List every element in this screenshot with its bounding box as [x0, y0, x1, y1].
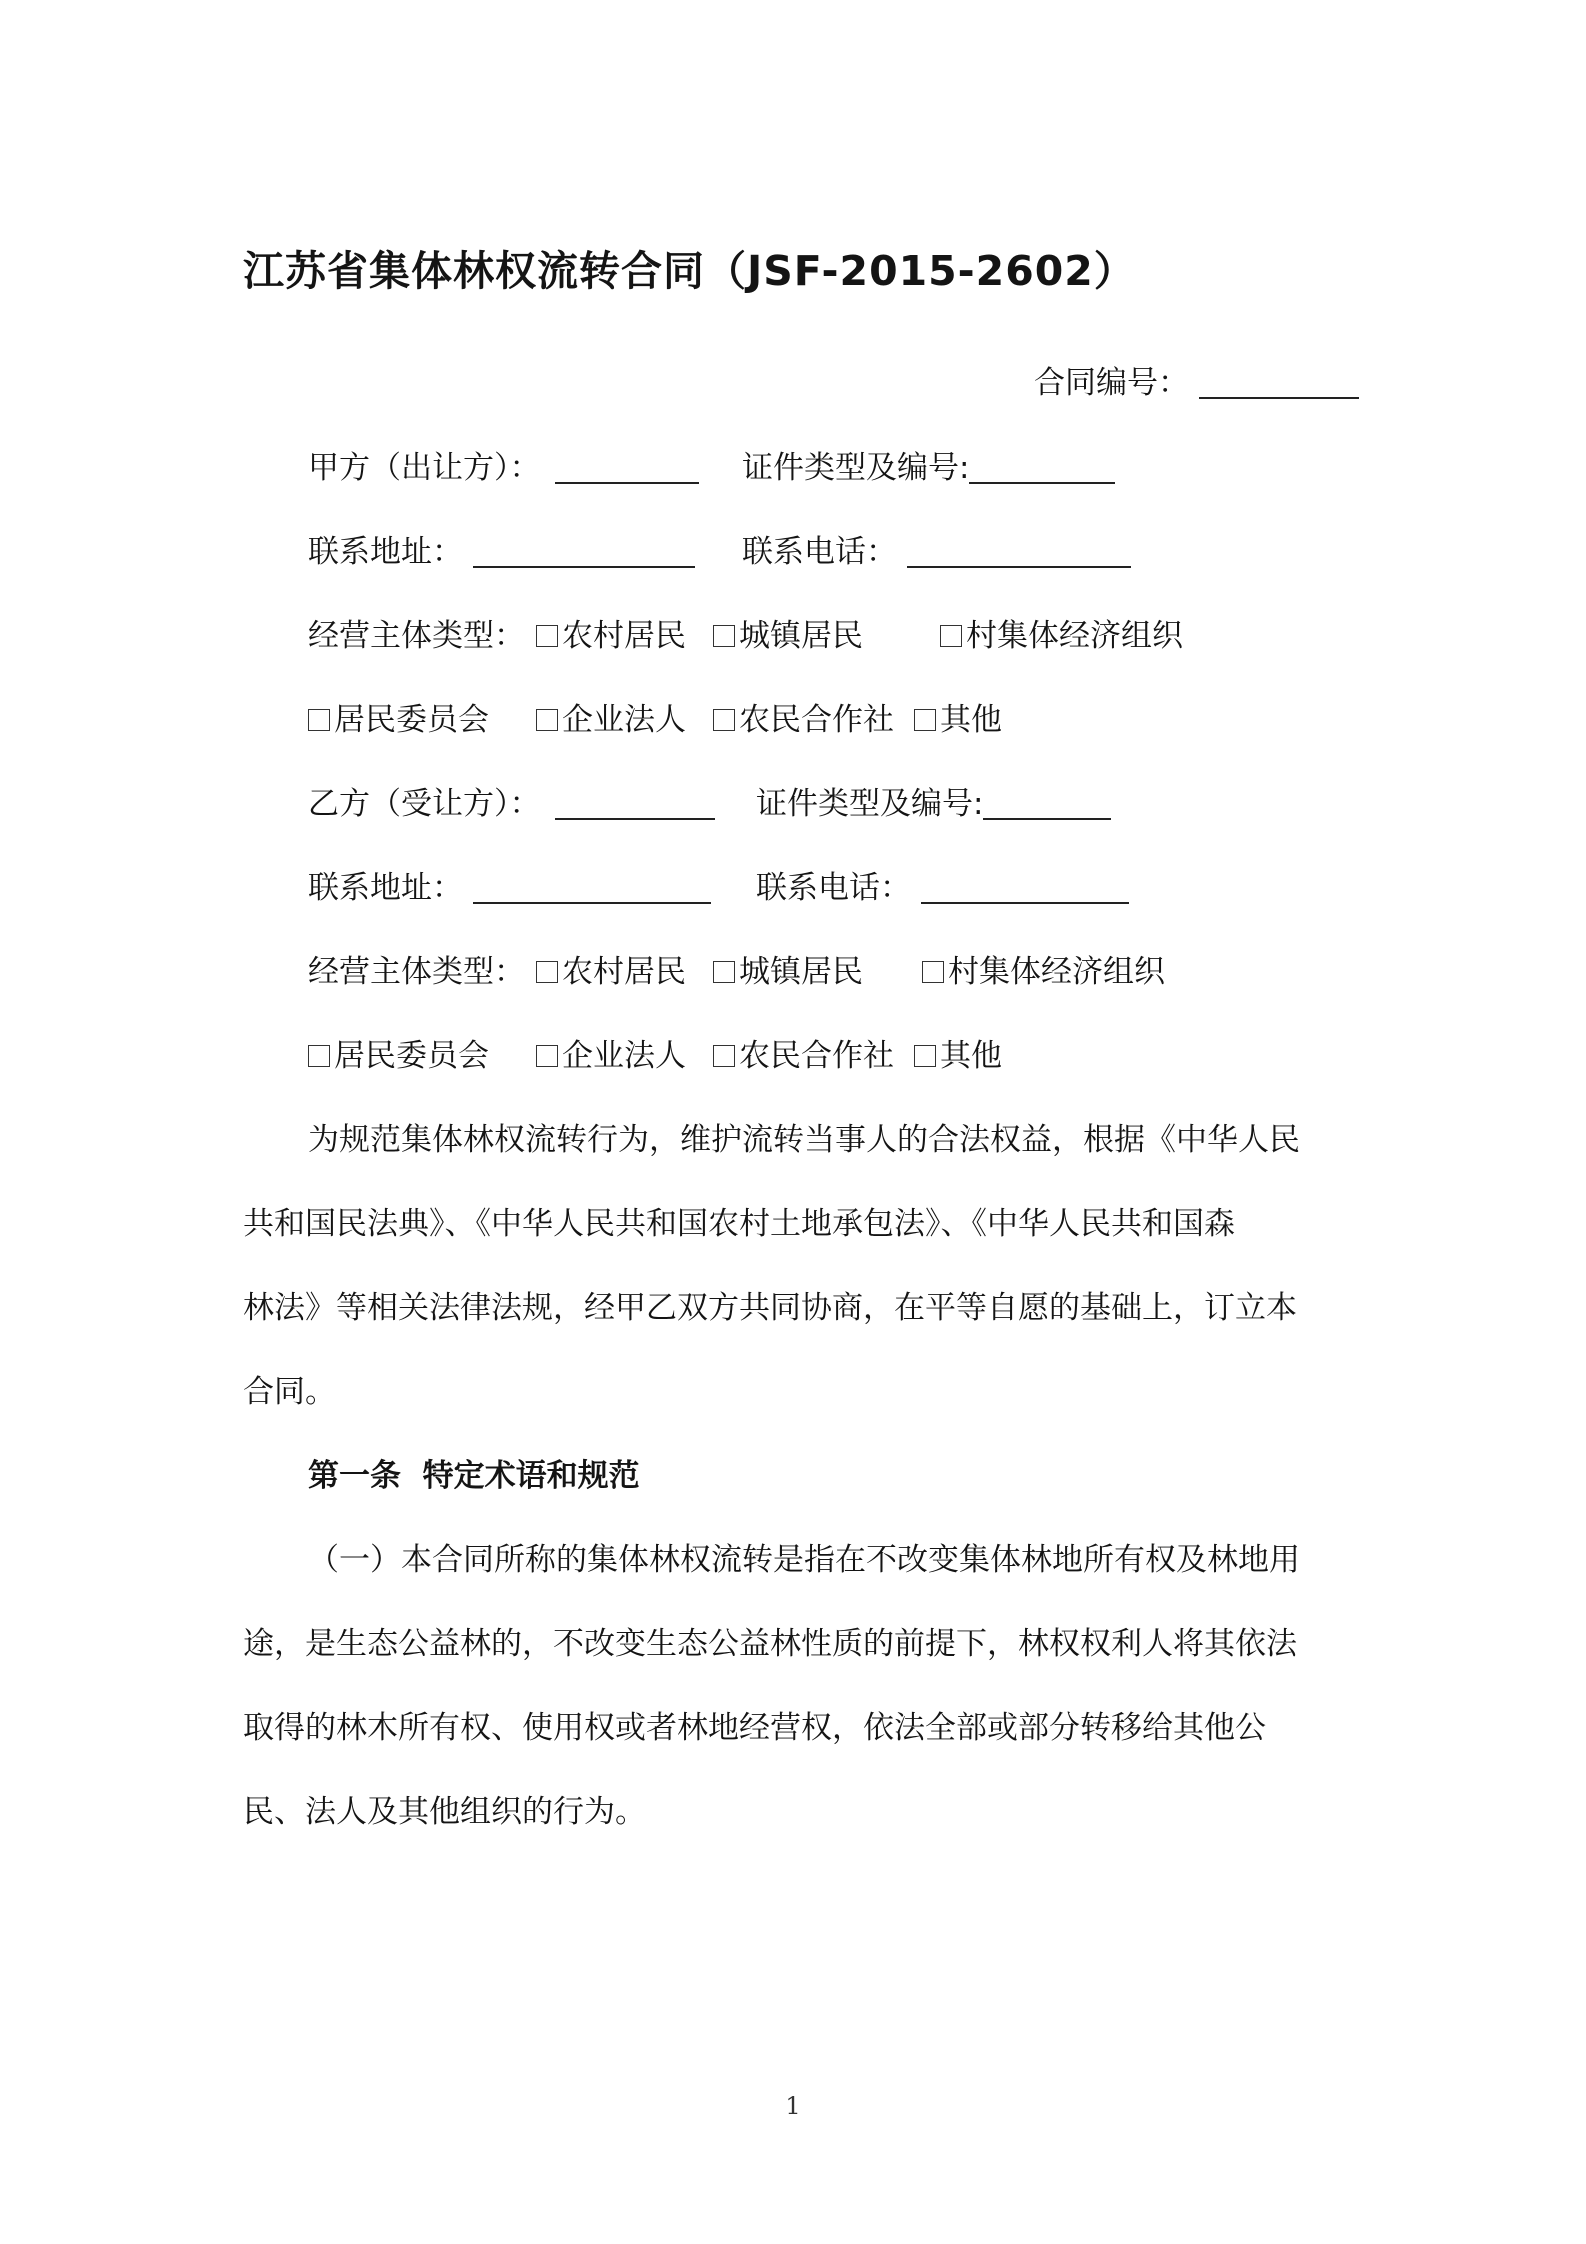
- contract-number-label: 合同编号：: [1034, 365, 1189, 401]
- option-label: 其他: [940, 1038, 1002, 1074]
- checkbox[interactable]: [536, 1045, 558, 1067]
- party-b-id-row: [756, 783, 1111, 825]
- option-label: 农村居民: [562, 954, 686, 990]
- party-b-entity-type-row: [308, 951, 525, 993]
- checkbox[interactable]: [536, 709, 558, 731]
- checkbox[interactable]: [308, 1045, 330, 1067]
- party-a-id-blank[interactable]: [969, 452, 1115, 484]
- party-b-phone-blank[interactable]: [921, 872, 1129, 904]
- option-label: 村集体经济组织: [948, 954, 1165, 990]
- party-a-name-blank[interactable]: [555, 452, 699, 484]
- party-a-phone-label: 联系电话：: [742, 534, 897, 570]
- contract-number-row: [1034, 362, 1359, 404]
- party-a-id-row: [742, 447, 1115, 489]
- party-b-option[interactable]: [308, 1035, 489, 1077]
- option-label: 居民委员会: [334, 702, 489, 738]
- option-label: 城镇居民: [739, 954, 863, 990]
- party-b-option[interactable]: [914, 1035, 1002, 1077]
- page-number: 1: [785, 2092, 801, 2120]
- party-b-id-label: 证件类型及编号:: [756, 786, 984, 822]
- checkbox[interactable]: [914, 709, 936, 731]
- party-b-option[interactable]: [713, 1035, 894, 1077]
- article-1-line: 途，是生态公益林的，不改变生态公益林性质的前提下，林权权利人将其依法: [243, 1626, 1297, 1662]
- checkbox[interactable]: [713, 709, 735, 731]
- preamble-line: 合同。: [243, 1374, 336, 1410]
- party-b-option[interactable]: [922, 951, 1165, 993]
- checkbox[interactable]: [914, 1045, 936, 1067]
- party-b-id-blank[interactable]: [983, 788, 1111, 820]
- checkbox[interactable]: [713, 1045, 735, 1067]
- party-a-address-label: 联系地址：: [308, 534, 463, 570]
- party-b-entity-type-label: 经营主体类型：: [308, 954, 525, 990]
- option-label: 村集体经济组织: [966, 618, 1183, 654]
- party-b-address-blank[interactable]: [473, 872, 711, 904]
- contract-number-blank[interactable]: [1199, 367, 1359, 399]
- party-a-label: 甲方（出让方）：: [308, 450, 541, 486]
- article-1-line: 民、法人及其他组织的行为。: [243, 1794, 646, 1830]
- checkbox[interactable]: [536, 625, 558, 647]
- party-a-option[interactable]: [536, 699, 686, 741]
- option-label: 其他: [940, 702, 1002, 738]
- party-a-option[interactable]: [308, 699, 489, 741]
- party-a-address-blank[interactable]: [473, 536, 695, 568]
- document-title: 江苏省集体林权流转合同（JSF-2015-2602）: [243, 247, 1136, 295]
- article-1-title: 第一条 特定术语和规范: [308, 1458, 640, 1494]
- party-a-phone-row: [742, 531, 1131, 573]
- party-b-option[interactable]: [536, 1035, 686, 1077]
- option-label: 企业法人: [562, 702, 686, 738]
- party-a-option[interactable]: [914, 699, 1002, 741]
- party-a-address-row: [308, 531, 695, 573]
- preamble-line: 为规范集体林权流转行为，维护流转当事人的合法权益，根据《中华人民: [308, 1122, 1300, 1158]
- party-b-phone-row: [756, 867, 1129, 909]
- checkbox[interactable]: [922, 961, 944, 983]
- party-a-option[interactable]: [713, 615, 863, 657]
- checkbox[interactable]: [940, 625, 962, 647]
- party-b-label: 乙方（受让方）：: [308, 786, 541, 822]
- option-label: 农民合作社: [739, 1038, 894, 1074]
- party-b-option[interactable]: [713, 951, 863, 993]
- option-label: 农村居民: [562, 618, 686, 654]
- party-b-address-row: [308, 867, 711, 909]
- party-b-option[interactable]: [536, 951, 686, 993]
- article-1-line: （一）本合同所称的集体林权流转是指在不改变集体林地所有权及林地用: [308, 1542, 1300, 1578]
- party-a-entity-type-row: [308, 615, 525, 657]
- option-label: 居民委员会: [334, 1038, 489, 1074]
- party-a-option[interactable]: [713, 699, 894, 741]
- party-b-name-blank[interactable]: [555, 788, 715, 820]
- party-a-id-label: 证件类型及编号:: [742, 450, 970, 486]
- party-a-entity-type-label: 经营主体类型：: [308, 618, 525, 654]
- party-b-row: [308, 783, 715, 825]
- party-a-option[interactable]: [536, 615, 686, 657]
- party-a-option[interactable]: [940, 615, 1183, 657]
- checkbox[interactable]: [308, 709, 330, 731]
- preamble-line: 共和国民法典》、《中华人民共和国农村土地承包法》、《中华人民共和国森: [243, 1206, 1235, 1242]
- option-label: 农民合作社: [739, 702, 894, 738]
- party-b-phone-label: 联系电话：: [756, 870, 911, 906]
- checkbox[interactable]: [713, 961, 735, 983]
- article-1-line: 取得的林木所有权、使用权或者林地经营权，依法全部或部分转移给其他公: [243, 1710, 1266, 1746]
- checkbox[interactable]: [713, 625, 735, 647]
- party-a-row: [308, 447, 699, 489]
- party-a-phone-blank[interactable]: [907, 536, 1131, 568]
- checkbox[interactable]: [536, 961, 558, 983]
- party-b-address-label: 联系地址：: [308, 870, 463, 906]
- option-label: 企业法人: [562, 1038, 686, 1074]
- option-label: 城镇居民: [739, 618, 863, 654]
- preamble-line: 林法》等相关法律法规，经甲乙双方共同协商，在平等自愿的基础上，订立本: [243, 1290, 1297, 1326]
